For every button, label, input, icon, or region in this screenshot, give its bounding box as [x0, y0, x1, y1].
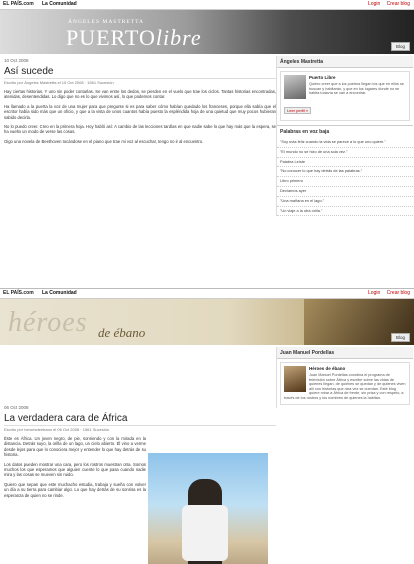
post-date: 06 Oct 2008 [4, 405, 29, 410]
sidebar-author-heading: Ángeles Mastretta [277, 56, 413, 68]
post-photo[interactable] [148, 453, 268, 564]
sidebar-author-heading: Juan Manuel Pordellas [277, 347, 413, 359]
photo-shirt [182, 505, 228, 561]
list-item[interactable]: Libro primero [277, 177, 413, 187]
read-profile-button[interactable]: Leer perfil » [284, 107, 311, 114]
about-box-title: Héroes de ébano [309, 366, 346, 371]
banner-blog-subname[interactable]: de ébano [98, 325, 146, 340]
post-paragraph: Quiero que sepan que este muchacho estudia, trabaja y sueña con volver un día a su tierra para cambiar algo. Lo que hay detrás de su sonrisa es la esperanza de quien no se rinde. [4, 481, 146, 498]
post-title[interactable]: La verdadera cara de África [4, 413, 276, 426]
post-paragraph: No lo puedo creer. Creo en la primera hoja. Hoy habló así: A cambio de las lecciones tardías en que nadie sabe lo que hay más que la espera, se ha vuelto un modo de verse las cosas. [4, 124, 276, 135]
blog-banner [0, 299, 414, 345]
post-text-column [4, 436, 146, 498]
about-box [280, 71, 410, 121]
login-link[interactable]: Login [368, 1, 381, 7]
words-heading: Palabras en voz baja [277, 125, 413, 138]
list-item[interactable]: "No conocer lo que hay detrás de las palabras." [277, 167, 413, 177]
post-title[interactable]: Así sucede [4, 66, 276, 79]
topbar-links [363, 0, 410, 9]
about-box-text: Juan Manuel Pordellas coordina el programa de televisión sobre África y escribe sobre las vidas de quienes llegan, de quienes se quedan y de quienes viven allí con historias que rara vez se cuentan. Este blog quiere mirar a África de frente, sin prisa y con respeto, a través de los rostros y los nombres de quienes la habitan. [284, 373, 406, 400]
topbar-links [363, 289, 410, 298]
sidebar [276, 56, 413, 216]
post-paragraph: Ha llamado a la puerta la voz de una mujer para que pregunte si es para saber cómo habían quedado los franceses, porque ella sabía que el escritor había sido más que un oficio, y que a la vista de unos cuantos había puesto la espléndida hoja de una quietud que muy pocos hubieran sabido decirla. [4, 103, 276, 120]
post-paragraph: Éste es África. Un joven negro, de pie, sonriendo y con la mirada en la distancia. Detrás suyo, la orilla de un lago, un cielo abierto. Él vino a verme desde lejos para que lo conociera mejor y entender lo que hay detrás de su historia. [4, 436, 146, 458]
section-name[interactable]: La Comunidad [42, 290, 77, 296]
post-paragraph: Los datos pueden mostrar una cara, pero los rostros muestran otra. Somos muchos los que esperamos que alguien cuente lo que pasa cuando nadie mira y las cosas se mueven sin ruido. [4, 461, 146, 478]
author-avatar [284, 75, 306, 99]
blog-banner [0, 10, 414, 54]
site-logo[interactable]: EL PAÍS.com [3, 1, 34, 7]
main-content [0, 405, 280, 498]
list-item[interactable]: Palabra Leíste [277, 158, 413, 168]
about-box-text: Quiero creer que a los puertos llegan los que en ellos se buscan y habitarán, y que en los lugares donde no se habita todavía se van a encontrar. [309, 82, 404, 96]
banner-blog-name[interactable]: PUERTOlibre [66, 25, 202, 50]
author-avatar [284, 366, 306, 392]
about-box-title: Puerto Libre [309, 75, 336, 80]
post-byline: Escrito por Ángeles Mastretta el 10 Oct 2008 · 1561 Sucesión [4, 80, 114, 85]
site-topbar [0, 0, 414, 10]
create-blog-link[interactable]: Crear blog [386, 290, 410, 296]
about-box [280, 362, 410, 405]
blog-tab-button[interactable]: Blog [391, 42, 410, 51]
banner-author: ÁNGELES MASTRETTA [68, 19, 144, 25]
section-name[interactable]: La Comunidad [42, 1, 77, 7]
blog-panel-heroes-de-ebano [0, 288, 414, 564]
site-logo[interactable]: EL PAÍS.com [3, 290, 34, 296]
post-paragraph: Hay ciertas historias. Y uno sin poder contarlas. Se van entre los dedos, se pierden en el vuelo que trae los ciclos. Tantas historias encontradas, atenidas, desentendidas. Lo digo que no es lo que vivimos así, lo que podemos contar. [4, 89, 276, 100]
list-item[interactable]: "Una mañana en el lago." [277, 197, 413, 207]
list-item[interactable]: "El mundo no se hizo de una sola vez." [277, 148, 413, 158]
sidebar [276, 347, 413, 408]
post-date: 10 Oct 2008 [4, 58, 29, 63]
banner-blog-name[interactable]: héroes [8, 307, 88, 338]
list-item[interactable]: "Soy más feliz cuando la vida se parece a lo que uno quiere." [277, 138, 413, 148]
list-item[interactable]: Decíamos ayer [277, 187, 413, 197]
main-content [0, 56, 280, 148]
post-paragraph: Oigo una novela de Beethoven tocándose en el piano que trae mi voz al escuchar, tengo no ir al encuentro. [4, 138, 204, 144]
list-item[interactable]: "Un viaje a la otra orilla." [277, 207, 413, 217]
site-topbar [0, 289, 414, 299]
post-byline: Escrito por heroesdeebano el 06 Oct 2008 · 1561 Sucesión [4, 427, 110, 432]
login-link[interactable]: Login [368, 290, 381, 296]
blog-tab-button[interactable]: Blog [391, 333, 410, 342]
create-blog-link[interactable]: Crear blog [386, 1, 410, 7]
